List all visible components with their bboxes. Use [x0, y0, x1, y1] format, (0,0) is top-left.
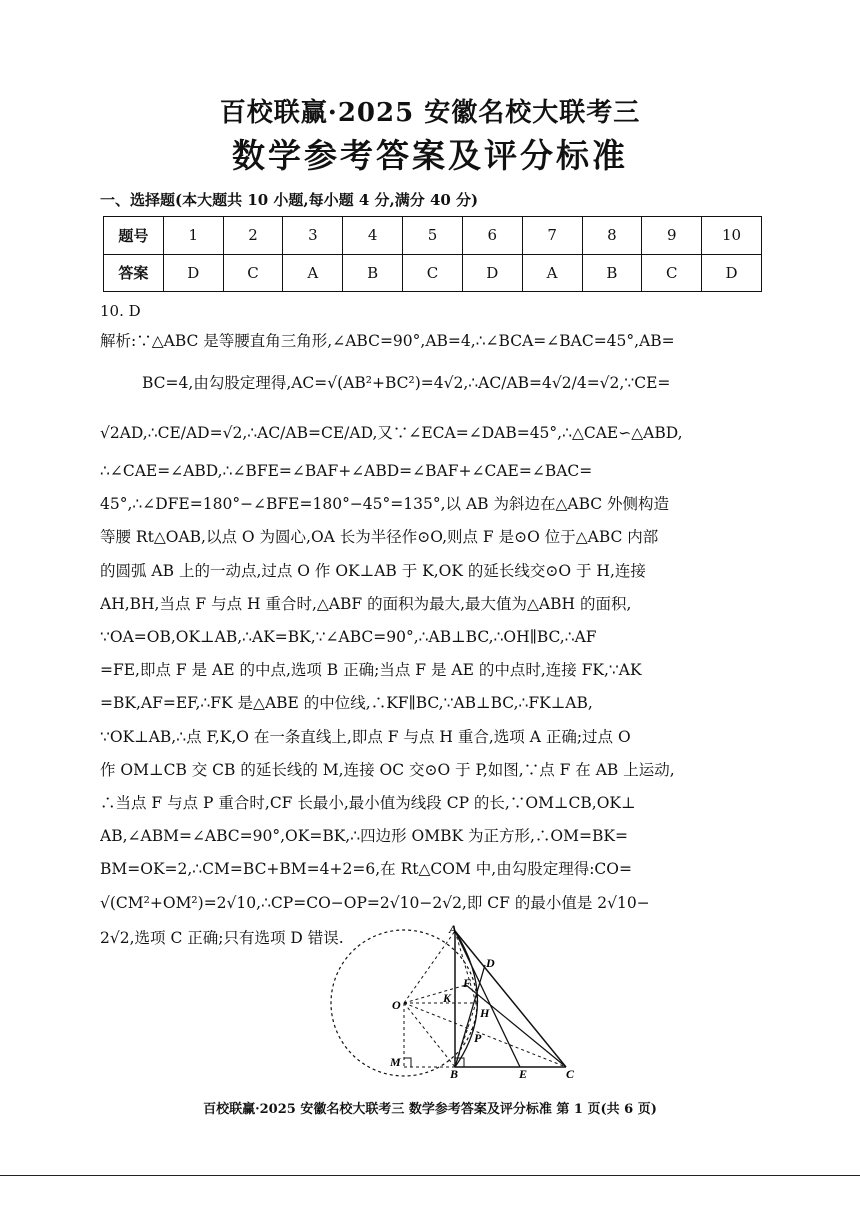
solution-line: BC=4,由勾股定理得,AC=√(AB²+BC²)=4√2,∴AC/AB=4√2/4=√2,∵CE= — [142, 374, 671, 392]
table-cell: 3 — [283, 217, 343, 255]
section-heading: 一、选择题(本大题共 10 小题,每小题 4 分,满分 40 分) — [100, 191, 479, 209]
table-cell: 1 — [163, 217, 223, 255]
row-label: 题号 — [104, 217, 164, 255]
table-cell: A — [283, 254, 343, 292]
answer-table — [103, 216, 762, 292]
label-d: D — [486, 956, 495, 970]
table-cell: 6 — [462, 217, 522, 255]
table-cell: A — [522, 254, 582, 292]
arc-ab — [455, 931, 478, 1067]
solution-line: AB,∠ABM=∠ABC=90°,OK=BK,∴四边形 OMBK 为正方形,∴OM=BK= — [100, 827, 628, 845]
right-angle-m — [404, 1058, 411, 1067]
table-cell: C — [642, 254, 702, 292]
table-cell: 4 — [343, 217, 403, 255]
label-h: H — [480, 1006, 490, 1020]
table-row-answers — [104, 254, 762, 292]
table-row-numbers — [104, 217, 762, 255]
solution-line: =BK,AF=EF,∴FK 是△ABE 的中位线,∴KF∥BC,∵AB⊥BC,∴FK⊥AB, — [100, 694, 593, 712]
table-cell: D — [462, 254, 522, 292]
table-cell: 8 — [582, 217, 642, 255]
solution-line: 解析:∵△ABC 是等腰直角三角形,∠ABC=90°,AB=4,∴∠BCA=∠BAC=45°,AB= — [100, 332, 675, 350]
page-footer: 百校联赢·2025 安徽名校大联考三 数学参考答案及评分标准 第 1 页(共 6 页) — [203, 1102, 657, 1117]
solution-line: 作 OM⊥CB 交 CB 的延长线的 M,连接 OC 交⊙O 于 P,如图,∵点 F 在 AB 上运动, — [100, 761, 675, 779]
solution-line: 的圆弧 AB 上的一动点,过点 O 作 OK⊥AB 于 K,OK 的延长线交⊙O 于 H,连接 — [100, 562, 646, 580]
solution-line: BM=OK=2,∴CM=BC+BM=4+2=6,在 Rt△COM 中,由勾股定理得:CO= — [100, 860, 632, 878]
table-cell: 5 — [403, 217, 463, 255]
table-cell: 10 — [702, 217, 762, 255]
label-a: A — [449, 922, 458, 936]
solution-line: =FE,即点 F 是 AE 的中点,选项 B 正确;当点 F 是 AE 的中点时,连接 FK,∵AK — [100, 661, 642, 679]
question-heading: 10. D — [100, 302, 141, 320]
table-cell: D — [163, 254, 223, 292]
segment-ob — [404, 1003, 455, 1067]
label-e: E — [519, 1067, 528, 1080]
label-b: B — [450, 1067, 459, 1080]
header-title: 百校联赢·2025 安徽名校大联考三 — [219, 98, 641, 128]
document-title: 数学参考答案及评分标准 — [232, 136, 628, 175]
solution-line: ∴∠CAE=∠ABD,∴∠BFE=∠BAF+∠ABD=∠BAF+∠CAE=∠BAC= — [100, 462, 593, 480]
table-cell: 2 — [223, 217, 283, 255]
solution-line: 等腰 Rt△OAB,以点 O 为圆心,OA 长为半径作⊙O,则点 F 是⊙O 位于△ABC 内部 — [100, 528, 659, 546]
table-cell: C — [223, 254, 283, 292]
bottom-divider — [0, 1175, 860, 1176]
solution-line: √2AD,∴CE/AD=√2,∴AC/AB=CE/AD,又∵∠ECA=∠DAB=45°,∴△CAE∽△ABD, — [100, 424, 683, 442]
label-o: O — [392, 998, 401, 1012]
solution-line: 45°,∴∠DFE=180°−∠BFE=180°−45°=135°,以 AB 为斜边在△ABC 外侧构造 — [100, 495, 670, 513]
solution-line: ∵OK⊥AB,∴点 F,K,O 在一条直线上,即点 F 与点 H 重合,选项 A 正确;过点 O — [100, 728, 631, 746]
solution-line: 2√2,选项 C 正确;只有选项 D 错误. — [100, 929, 344, 947]
table-cell: B — [343, 254, 403, 292]
label-k: K — [443, 991, 452, 1005]
solution-line: ∴当点 F 与点 P 重合时,CF 长最小,最小值为线段 CP 的长,∵OM⊥CB,OK⊥ — [100, 794, 636, 812]
segment-of — [404, 985, 466, 1003]
table-cell: C — [403, 254, 463, 292]
table-cell: 7 — [522, 217, 582, 255]
label-p: P — [474, 1031, 482, 1045]
solution-line: √(CM²+OM²)=2√10,∴CP=CO−OP=2√10−2√2,即 CF 的最小值是 2√10− — [100, 894, 650, 912]
label-f: F — [463, 976, 472, 990]
label-c: C — [566, 1067, 575, 1080]
solution-line: ∵OA=OB,OK⊥AB,∴AK=BK,∵∠ABC=90°,∴AB⊥BC,∴OH∥BC,∴AF — [100, 628, 597, 646]
table-cell: 9 — [642, 217, 702, 255]
row-label: 答案 — [104, 254, 164, 292]
label-m: M — [390, 1055, 401, 1069]
geometry-figure — [320, 920, 580, 1080]
table-cell: D — [702, 254, 762, 292]
solution-line: AH,BH,当点 F 与点 H 重合时,△ABF 的面积为最大,最大值为△ABH 的面积, — [100, 595, 632, 613]
table-cell: B — [582, 254, 642, 292]
segment-fc — [466, 985, 566, 1067]
